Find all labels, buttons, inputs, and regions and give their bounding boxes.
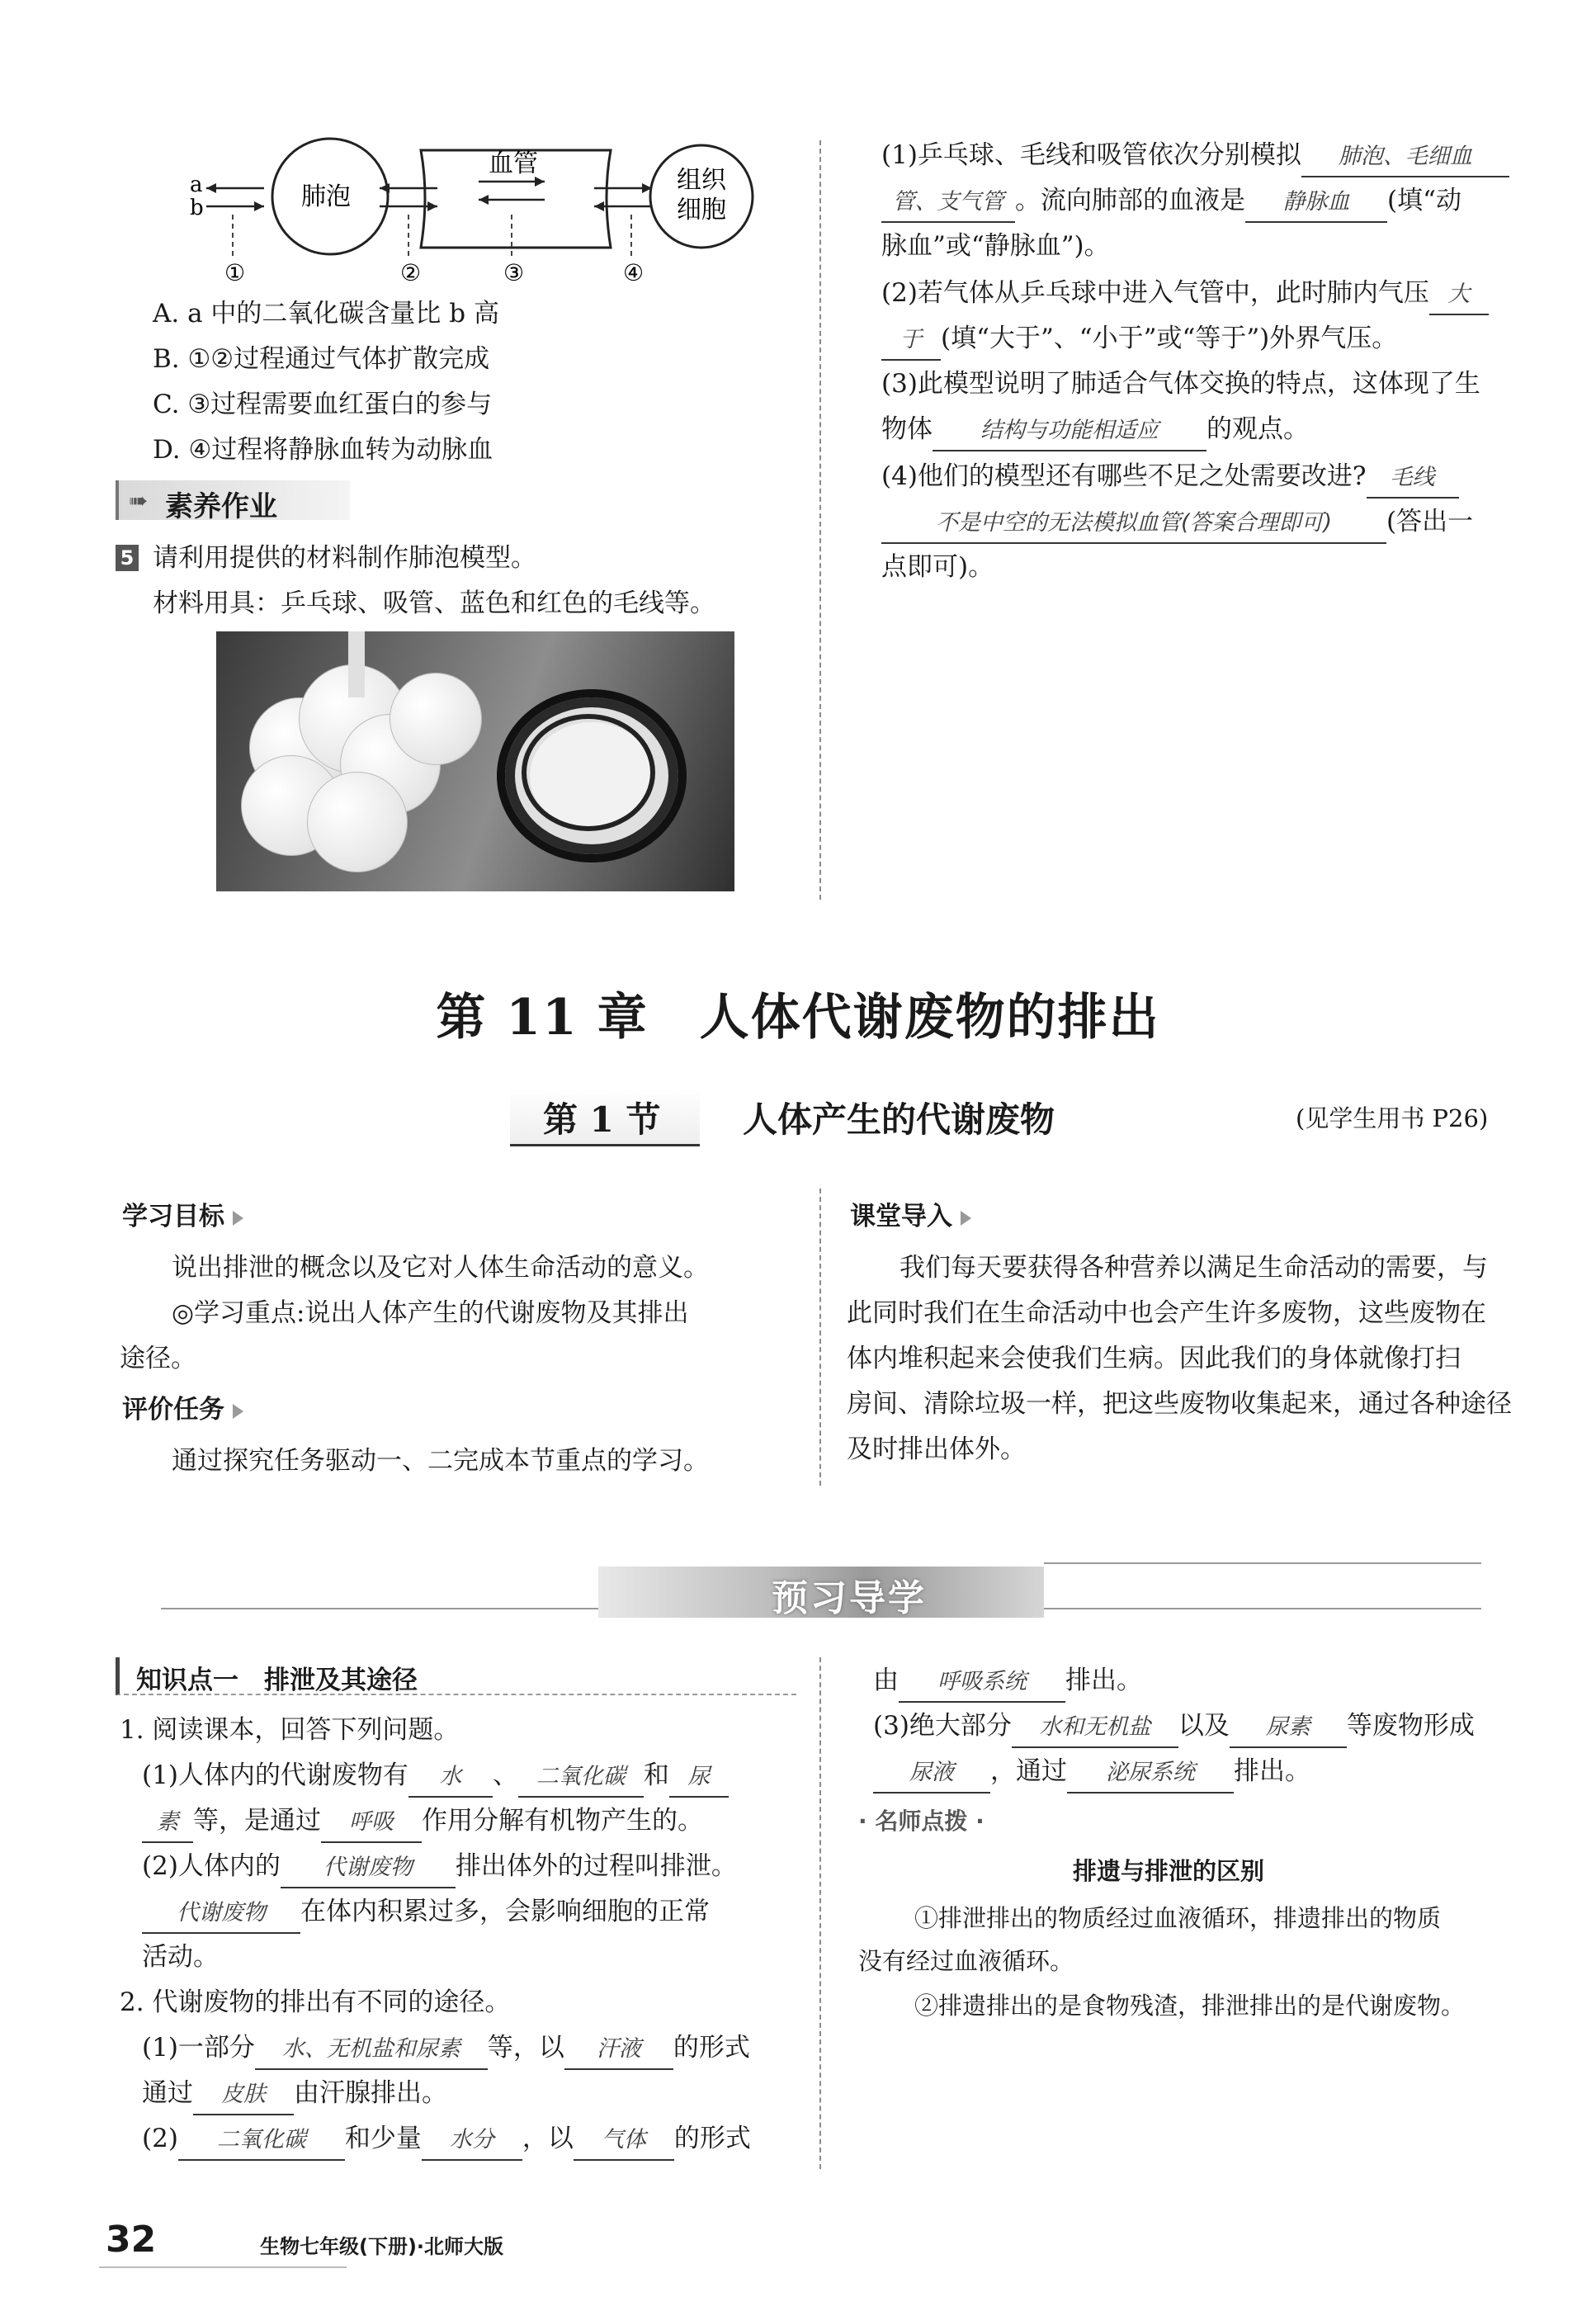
- answer-field: 不是中空的无法模拟血管(答案合理即可): [881, 504, 1386, 544]
- column-divider-top: [819, 140, 821, 900]
- knowledge-header: [116, 1657, 796, 1695]
- answer-field: 气体: [574, 2121, 674, 2161]
- intro-title: 课堂导入: [850, 1195, 971, 1232]
- gas-exchange-diagram: [182, 132, 776, 297]
- label-n3: ③: [503, 259, 525, 286]
- suyang-title: 素养作业: [165, 490, 277, 523]
- k-q1-1-line2: 素 等，是通过 呼吸 作用分解有机物产生的。: [142, 1798, 703, 1844]
- question-5-materials: 材料用具：乒乓球、吸管、蓝色和红色的毛线等。: [153, 588, 715, 618]
- tips-t1a: ①排泄排出的物质经过血液循环，排遗排出的物质: [914, 1904, 1442, 1932]
- answer-field: 静脉血: [1245, 183, 1387, 223]
- footer-rule: [99, 2266, 347, 2268]
- answer-field: 结构与功能相适应: [933, 412, 1206, 451]
- section-number: 第 1 节: [543, 1099, 661, 1140]
- alveolus-model-photo: [216, 631, 734, 891]
- right-q2-line2: 于 (填“大于”、“小于”或“等于”)外界气压。: [881, 315, 1397, 362]
- k-q2-2-line1: (2) 二氧化碳 和少量 水分 ，以 气体 的形式: [142, 2115, 751, 2162]
- intro-l3: 体内堆积起来会使我们生病。因此我们的身体就像打扫: [847, 1344, 1461, 1373]
- answer-field: 水分: [422, 2121, 522, 2161]
- answer-field: 代谢废物: [142, 1894, 300, 1934]
- k-q1-2-line1: (2)人体内的 代谢废物 排出体外的过程叫排泄。: [142, 1843, 737, 1889]
- answer-field: 二氧化碳: [518, 1758, 644, 1798]
- goals-p1: 说出排泄的概念以及它对人体生命活动的意义。: [172, 1253, 709, 1283]
- banner-rule-top: [1044, 1562, 1481, 1564]
- tips-label: · 名师点拨 ·: [858, 1808, 985, 1835]
- label-n2: ②: [400, 259, 422, 286]
- answer-field: 水: [408, 1758, 493, 1798]
- section-title: 人体产生的代谢废物: [743, 1099, 1055, 1140]
- intro-l1: 我们每天要获得各种营养以满足生命活动的需要，与: [900, 1253, 1488, 1283]
- tips-title: 排遗与排泄的区别: [1073, 1857, 1265, 1885]
- label-b: b: [190, 196, 204, 220]
- suyang-header: [116, 480, 350, 523]
- question-5-badge: 5: [116, 545, 139, 571]
- answer-field: 毛线: [1367, 459, 1459, 499]
- intro-l4: 房间、清除垃圾一样，把这些废物收集起来，通过各种途径: [847, 1389, 1512, 1419]
- k-q1: 1. 阅读课本，回答下列问题。: [120, 1715, 460, 1745]
- label-n4: ④: [623, 259, 645, 286]
- chapter-title: 第 11 章 人体代谢废物的排出: [436, 989, 1160, 1047]
- answer-field: 于: [881, 321, 941, 361]
- right-q1-line1: (1)乒乓球、毛线和吸管依次分别模拟 肺泡、毛细血: [881, 132, 1509, 178]
- label-alveolus: 肺泡: [301, 182, 351, 211]
- k-r3-line1: (3)绝大部分 水和无机盐 以及 尿素 等废物形成: [873, 1703, 1475, 1749]
- arrow-icon: ➠: [129, 487, 149, 514]
- right-q4-line3: 点即可)。: [881, 552, 994, 582]
- k-q1-2-line2: 代谢废物 在体内积累过多，会影响细胞的正常: [142, 1888, 710, 1935]
- question-5-text: 请利用提供的材料制作肺泡模型。: [153, 543, 536, 573]
- option-a: A. a 中的二氧化碳含量比 b 高: [153, 299, 499, 328]
- answer-field: 尿素: [1230, 1708, 1347, 1748]
- eval-title: 评价任务: [122, 1388, 243, 1425]
- column-divider-mid: [819, 1189, 821, 1486]
- option-b: B. ①②过程通过气体扩散完成: [153, 344, 490, 374]
- right-q2-line1: (2)若气体从乒乓球中进入气管中，此时肺内气压 大: [881, 270, 1489, 316]
- goals-p2b: 途径。: [120, 1344, 196, 1373]
- answer-field: 素: [142, 1803, 193, 1843]
- intro-l2: 此同时我们在生命活动中也会产生许多废物，这些废物在: [847, 1298, 1486, 1328]
- answer-field: 水、无机盐和尿素: [255, 2030, 488, 2070]
- chevron-right-icon: [233, 1404, 243, 1419]
- page-number: 32: [106, 2219, 157, 2261]
- k-q2: 2. 代谢废物的排出有不同的途径。: [120, 1987, 511, 2017]
- label-tissue-1: 组织: [677, 166, 726, 195]
- label-vessel: 血管: [489, 149, 538, 178]
- k-q1-1-line1: (1)人体内的代谢废物有 水 、 二氧化碳 和 尿: [142, 1752, 729, 1798]
- goals-title: 学习目标: [122, 1195, 243, 1232]
- knowledge-title: 知识点一 排泄及其途径: [136, 1666, 418, 1695]
- k-r-line1: 由 呼吸系统 排出。: [873, 1657, 1142, 1704]
- answer-field: 尿液: [873, 1754, 990, 1794]
- section-box: [510, 1088, 700, 1146]
- right-q1-line3: 脉血”或“静脉血”)。: [881, 231, 1110, 261]
- chevron-right-icon: [961, 1211, 971, 1226]
- label-a: a: [190, 172, 203, 197]
- answer-field: 管、支气管: [881, 183, 1015, 223]
- answer-field: 呼吸系统: [899, 1663, 1065, 1703]
- book-reference: (见学生用书 P26): [1296, 1104, 1489, 1132]
- column-divider-bottom: [819, 1657, 821, 2169]
- option-d: D. ④过程将静脉血转为动脉血: [153, 435, 493, 465]
- right-q4-line2: 不是中空的无法模拟血管(答案合理即可) (答出一: [881, 499, 1473, 545]
- right-q3-line2: 物体 结构与功能相适应 的观点。: [881, 406, 1309, 452]
- answer-field: 代谢废物: [281, 1849, 456, 1888]
- answer-field: 大: [1429, 276, 1489, 315]
- answer-field: 尿: [669, 1758, 729, 1798]
- option-c: C. ③过程需要血红蛋白的参与: [153, 390, 493, 419]
- answer-field: 水和无机盐: [1012, 1708, 1178, 1748]
- k-q2-1-line1: (1)一部分 水、无机盐和尿素 等，以 汗液 的形式: [142, 2025, 750, 2071]
- intro-l5: 及时排出体外。: [847, 1434, 1026, 1464]
- label-tissue-2: 细胞: [677, 196, 726, 224]
- goals-p3: 通过探究任务驱动一、二完成本节重点的学习。: [172, 1446, 709, 1476]
- tips-t2: ②排遗排出的是食物残渣，排泄排出的是代谢废物。: [914, 1992, 1466, 2020]
- k-r3-line2: 尿液 ，通过 泌尿系统 排出。: [873, 1748, 1310, 1794]
- label-n1: ①: [224, 259, 246, 286]
- preview-banner-text: 预习导学: [772, 1577, 927, 1619]
- right-q1-line2: 管、支气管 。流向肺部的血液是 静脉血 (填“动: [881, 177, 1461, 224]
- k-q2-1-line2: 通过 皮肤 由汗腺排出。: [142, 2070, 447, 2116]
- answer-field: 呼吸: [321, 1803, 422, 1843]
- chevron-right-icon: [233, 1211, 243, 1226]
- right-q3-line1: (3)此模型说明了肺适合气体交换的特点，这体现了生: [881, 369, 1480, 399]
- right-q4-line1: (4)他们的模型还有哪些不足之处需要改进? 毛线: [881, 453, 1459, 499]
- answer-field: 皮肤: [193, 2076, 294, 2115]
- answer-field: 肺泡、毛细血: [1301, 138, 1509, 177]
- goals-p2a: ◎学习重点:说出人体产生的代谢废物及其排出: [172, 1298, 689, 1328]
- book-title: 生物七年级(下册)·北师大版: [260, 2235, 504, 2258]
- answer-field: 泌尿系统: [1067, 1754, 1234, 1794]
- tips-t1b: 没有经过血液循环。: [858, 1947, 1074, 1975]
- answer-field: 二氧化碳: [178, 2121, 345, 2161]
- k-q1-2-line3: 活动。: [142, 1942, 219, 1972]
- answer-field: 汗液: [564, 2030, 673, 2070]
